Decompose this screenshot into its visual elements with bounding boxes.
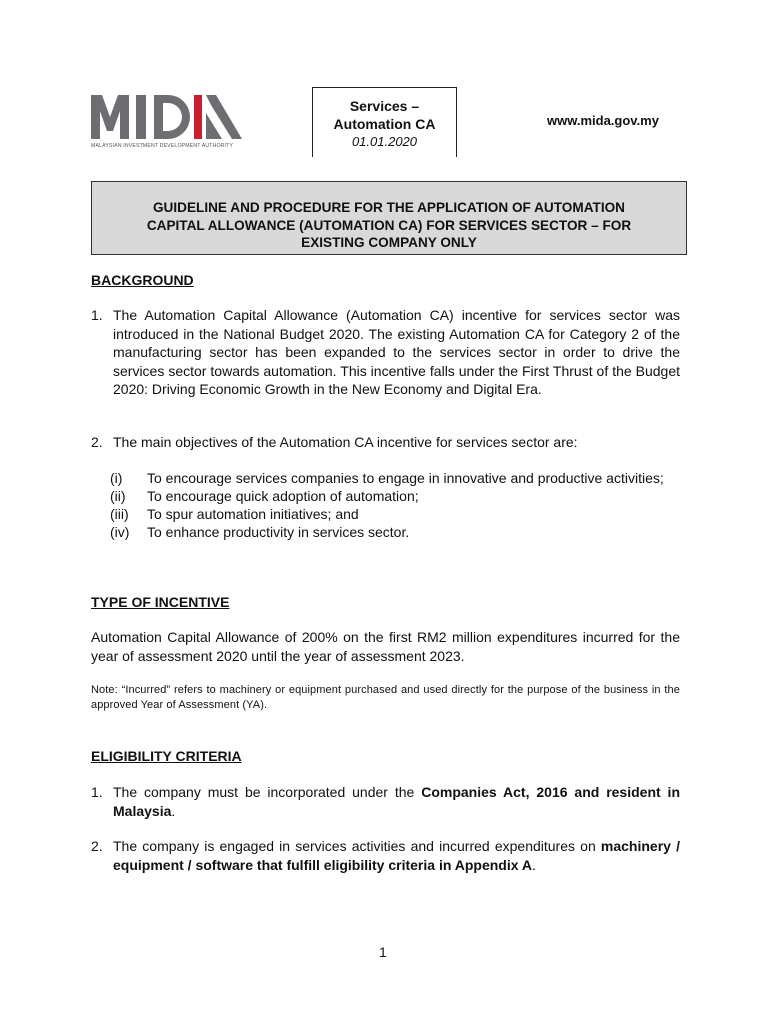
incentive-heading: TYPE OF INCENTIVE bbox=[91, 594, 230, 610]
title-line2: CAPITAL ALLOWANCE (AUTOMATION CA) FOR SERVICES SECTOR – FOR bbox=[146, 217, 632, 233]
list-item-number: (iv) bbox=[110, 524, 130, 540]
background-heading: BACKGROUND bbox=[91, 272, 194, 288]
criterion-text: The company is engaged in services activities and incurred expenditures on bbox=[113, 838, 601, 854]
list-item-text: To encourage services companies to engage in innovative and productive activities; bbox=[147, 470, 664, 486]
objectives-list bbox=[110, 469, 680, 541]
paragraph-text: The Automation Capital Allowance (Automation CA) incentive for services sector was introduced in the National Budget 2020. The existing Automation CA for Category 2 of the manufacturing sector has been expanded to the services sector in order to drive the services sector towards automation. This incentive falls under the First Thrust of the Budget 2020: Driving Economic Growth in the New Economy and Digital Era. bbox=[113, 307, 680, 397]
services-box-date: 01.01.2020 bbox=[351, 134, 418, 149]
background-paragraph-1 bbox=[91, 306, 680, 399]
list-item bbox=[110, 523, 680, 541]
services-box-line2: Automation CA bbox=[333, 116, 436, 132]
list-item-number: (ii) bbox=[110, 488, 126, 504]
paragraph-number: 2. bbox=[91, 838, 103, 854]
incentive-note: Note: “Incurred” refers to machinery or equipment purchased and used directly for the purpose of the business in the approved Year of Assessment (YA). bbox=[91, 684, 680, 711]
list-item bbox=[110, 469, 680, 487]
list-item bbox=[110, 505, 680, 523]
title-line3: EXISTING COMPANY ONLY bbox=[301, 235, 477, 250]
list-item-text: To encourage quick adoption of automation; bbox=[147, 488, 419, 504]
list-item-number: (i) bbox=[110, 470, 123, 486]
services-box-line1: Services – bbox=[349, 98, 420, 114]
page-number: 1 bbox=[379, 944, 387, 960]
incentive-text: Automation Capital Allowance of 200% on the first RM2 million expenditures incurred for the year of assessment 2020 until the year of assessment 2023. bbox=[91, 629, 680, 664]
criterion-end: . bbox=[532, 856, 536, 873]
services-box bbox=[312, 87, 457, 157]
eligibility-criterion-2 bbox=[91, 837, 680, 874]
list-item-text: To enhance productivity in services sector. bbox=[147, 524, 410, 540]
paragraph-number: 2. bbox=[91, 434, 103, 450]
mida-logo bbox=[91, 93, 243, 153]
title-line1: GUIDELINE AND PROCEDURE FOR THE APPLICATION OF AUTOMATION bbox=[152, 200, 625, 215]
eligibility-criterion-1 bbox=[91, 783, 680, 820]
criterion-bold: machinery / equipment / software that fulfill eligibility criteria in Appendix A bbox=[113, 838, 680, 873]
paragraph-number: 1. bbox=[91, 307, 103, 323]
website-link[interactable]: www.mida.gov.my bbox=[547, 113, 659, 128]
list-item-number: (iii) bbox=[110, 506, 129, 522]
criterion-bold: Companies Act, 2016 and resident in Malaysia bbox=[113, 784, 680, 819]
document-title bbox=[91, 181, 687, 255]
criterion-end: . bbox=[171, 802, 176, 819]
list-item-text: To spur automation initiatives; and bbox=[147, 506, 359, 522]
paragraph-number: 1. bbox=[91, 784, 103, 800]
logo-subtitle: MALAYSIAN INVESTMENT DEVELOPMENT AUTHORITY bbox=[91, 143, 234, 149]
criterion-text: The company must be incorporated under the bbox=[113, 784, 422, 800]
list-item bbox=[110, 487, 680, 505]
background-paragraph-2 bbox=[91, 433, 680, 452]
mida-logo-mark bbox=[91, 93, 243, 141]
paragraph-text bbox=[91, 837, 680, 874]
paragraph-text bbox=[91, 783, 680, 820]
eligibility-heading: ELIGIBILITY CRITERIA bbox=[91, 748, 242, 764]
paragraph-text: The main objectives of the Automation CA incentive for services sector are: bbox=[113, 434, 578, 450]
